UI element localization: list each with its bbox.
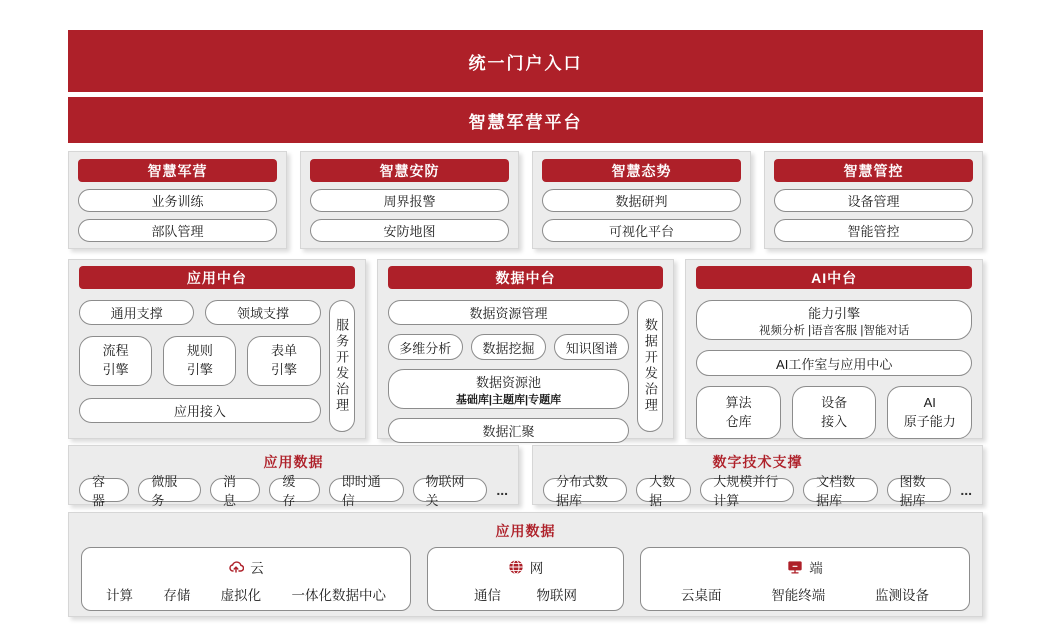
cloud-upload-icon bbox=[228, 559, 244, 575]
support-panel-title: 应用数据 bbox=[263, 454, 324, 470]
app-data-support-panel bbox=[68, 445, 519, 508]
infrastructure-panel bbox=[68, 512, 983, 617]
data-resource-pool-box bbox=[388, 369, 630, 409]
domain-column-smart-camp bbox=[68, 151, 287, 249]
domain-column-smart-situation bbox=[532, 151, 751, 249]
support-tech-pill: 大数据 bbox=[636, 478, 691, 502]
domain-title: 智慧态势 bbox=[542, 159, 741, 182]
ai-box-line: 原子能力 bbox=[903, 413, 956, 429]
capability-engine-box bbox=[696, 300, 972, 340]
ai-box-line: 算法 bbox=[725, 394, 752, 410]
ai-box-line: AI bbox=[923, 394, 936, 410]
infra-item: 通信 bbox=[474, 588, 501, 603]
data-middle-platform-panel bbox=[377, 259, 675, 439]
network-group bbox=[427, 547, 624, 611]
globe-icon bbox=[508, 559, 524, 575]
engine-box bbox=[163, 336, 236, 386]
support-pill: 通用支撑 bbox=[79, 300, 194, 325]
infra-item: 云桌面 bbox=[681, 588, 722, 603]
support-tech-pill: 图数据库 bbox=[887, 478, 952, 502]
engine-box bbox=[79, 336, 152, 386]
more-ellipsis: ... bbox=[960, 482, 972, 498]
engine-line: 引擎 bbox=[102, 362, 129, 377]
domain-item: 周界报警 bbox=[310, 189, 509, 212]
ai-box-line: 接入 bbox=[821, 413, 848, 429]
support-tech-pill: 大规模并行计算 bbox=[700, 478, 794, 502]
group-label: 端 bbox=[809, 561, 823, 576]
terminal-group bbox=[640, 547, 970, 611]
data-dev-governance-capsule: 数据开发治理 bbox=[637, 300, 663, 432]
domain-title: 智慧军营 bbox=[78, 159, 277, 182]
middle-platforms-row bbox=[68, 259, 983, 439]
domain-item: 安防地图 bbox=[310, 219, 509, 242]
app-middle-platform-panel bbox=[68, 259, 366, 439]
ai-box bbox=[696, 386, 781, 439]
ai-studio-pill: AI工作室与应用中心 bbox=[696, 350, 972, 376]
infra-item: 存储 bbox=[163, 588, 191, 603]
infra-item: 监测设备 bbox=[875, 588, 929, 603]
engine-line: 表单 bbox=[271, 343, 298, 359]
support-tech-pill: 物联网关 bbox=[413, 478, 488, 502]
smart-camp-platform-banner: 智慧军营平台 bbox=[68, 97, 983, 143]
ai-box bbox=[792, 386, 877, 439]
group-label: 云 bbox=[250, 561, 264, 576]
support-tech-pill: 容器 bbox=[79, 478, 129, 502]
engine-line: 引擎 bbox=[186, 362, 213, 377]
pool-title: 数据资源池 bbox=[476, 374, 542, 390]
domain-column-smart-security bbox=[300, 151, 519, 249]
infrastructure-title: 应用数据 bbox=[495, 523, 556, 539]
support-tech-pill: 缓存 bbox=[269, 478, 319, 502]
infra-item: 虚拟化 bbox=[220, 588, 262, 603]
monitor-icon bbox=[787, 559, 803, 575]
ai-box bbox=[887, 386, 972, 439]
infra-item: 智能终端 bbox=[771, 588, 826, 603]
domain-item: 部队管理 bbox=[78, 219, 277, 242]
more-ellipsis: ... bbox=[496, 482, 508, 498]
service-dev-governance-capsule: 服务开发治理 bbox=[329, 300, 355, 432]
infra-item: 一体化数据中心 bbox=[291, 588, 386, 603]
ai-middle-platform-panel bbox=[685, 259, 983, 439]
domain-item: 可视化平台 bbox=[542, 219, 741, 242]
domain-item: 业务训练 bbox=[78, 189, 277, 212]
engine-box bbox=[247, 336, 320, 386]
support-pill: 领域支撑 bbox=[205, 300, 320, 325]
domain-item: 设备管理 bbox=[774, 189, 973, 212]
support-tech-pill: 微服务 bbox=[138, 478, 201, 502]
panel-title: AI中台 bbox=[696, 266, 972, 289]
support-tech-pill: 消息 bbox=[210, 478, 260, 502]
cloud-group bbox=[81, 547, 411, 611]
panel-title: 应用中台 bbox=[79, 266, 355, 289]
analysis-pill: 多维分析 bbox=[388, 334, 463, 360]
domain-item: 智能管控 bbox=[774, 219, 973, 242]
app-access-pill: 应用接入 bbox=[79, 398, 321, 423]
group-label: 网 bbox=[529, 561, 544, 576]
engine-line: 流程 bbox=[102, 343, 129, 359]
support-tech-pill: 即时通信 bbox=[329, 478, 404, 502]
domain-column-smart-control bbox=[764, 151, 983, 249]
ai-box-line: 仓库 bbox=[725, 413, 752, 429]
domain-item: 数据研判 bbox=[542, 189, 741, 212]
capability-engine-subtitle: 视频分析 |语音客服 |智能对话 bbox=[758, 324, 910, 337]
infra-item: 物联网 bbox=[536, 588, 577, 603]
support-panel-title: 数字技术支撑 bbox=[712, 454, 803, 470]
domain-columns-row bbox=[68, 151, 983, 249]
engine-line: 规则 bbox=[186, 343, 213, 359]
panel-title: 数据中台 bbox=[388, 266, 664, 289]
diagram-content bbox=[68, 30, 983, 617]
ai-box-line: 设备 bbox=[821, 394, 848, 410]
support-tech-pill: 文档数据库 bbox=[803, 478, 877, 502]
pool-subtitle: 基础库|主题库|专题库 bbox=[455, 393, 562, 406]
support-tech-pill: 分布式数据库 bbox=[543, 478, 627, 502]
data-resource-mgmt-pill: 数据资源管理 bbox=[388, 300, 630, 325]
digital-tech-support-panel bbox=[532, 445, 983, 508]
data-aggregation-pill: 数据汇聚 bbox=[388, 418, 630, 443]
analysis-pill: 数据挖掘 bbox=[471, 334, 546, 360]
capability-engine-title: 能力引擎 bbox=[808, 305, 861, 321]
analysis-pill: 知识图谱 bbox=[554, 334, 629, 360]
support-panels-row bbox=[68, 445, 983, 508]
unified-portal-banner: 统一门户入口 bbox=[68, 30, 983, 92]
domain-title: 智慧管控 bbox=[774, 159, 973, 182]
engine-line: 引擎 bbox=[271, 362, 298, 377]
infra-item: 计算 bbox=[106, 588, 133, 603]
domain-title: 智慧安防 bbox=[310, 159, 509, 182]
